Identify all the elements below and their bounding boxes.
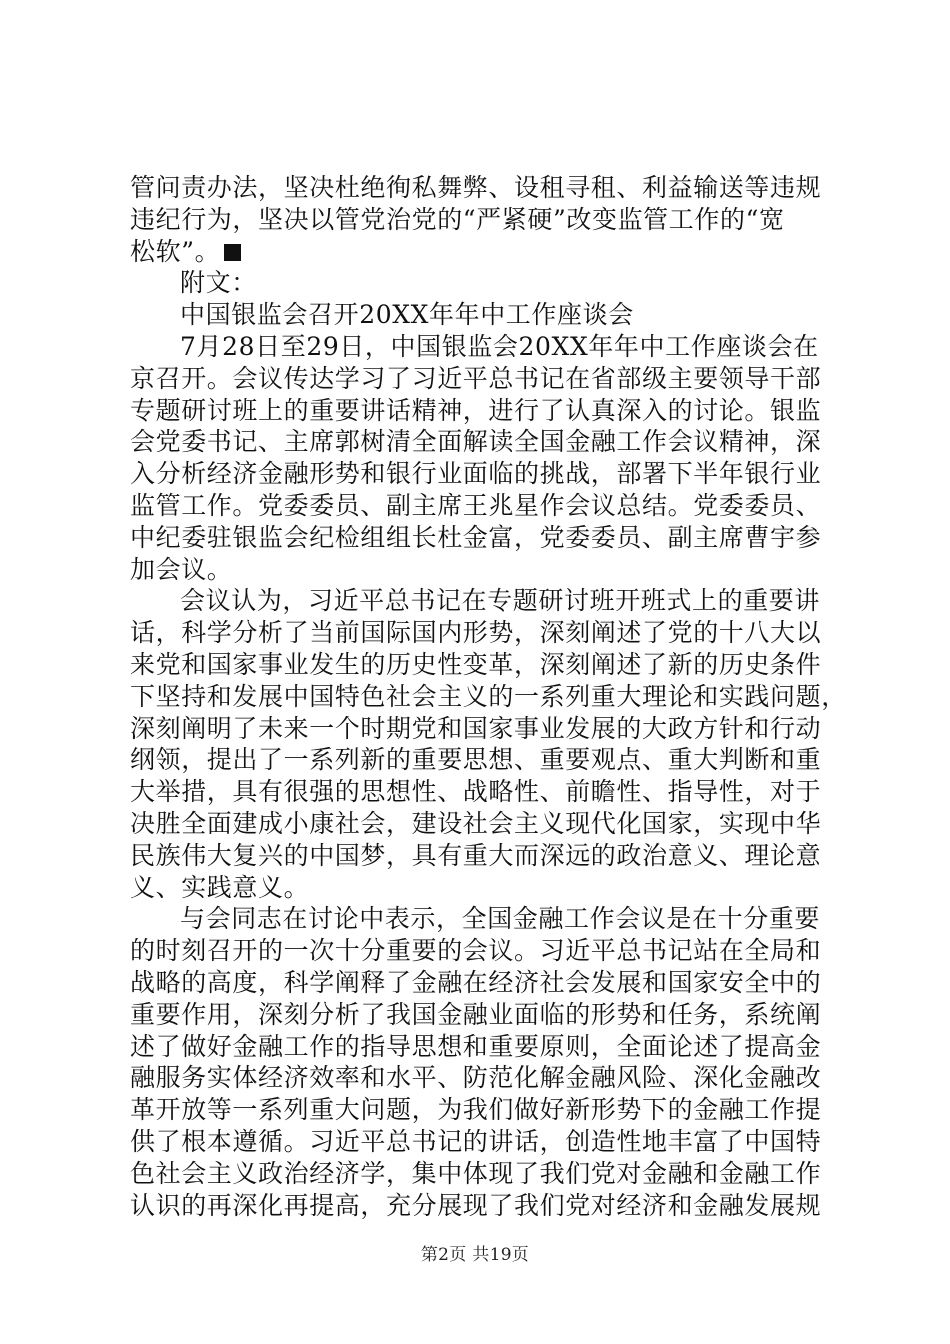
- text-line: 色社会主义政治经济学，集中体现了我们党对金融和金融工作: [130, 1158, 822, 1188]
- text-line: 京召开。会议传达学习了习近平总书记在省部级主要领导干部: [130, 363, 822, 393]
- paragraph-start: 会议认为，习近平总书记在专题研讨班开班式上的重要讲: [180, 586, 821, 616]
- text-line-content: 松软”。: [130, 236, 221, 266]
- text-line: 专题研讨班上的重要讲话精神，进行了认真深入的讨论。银监: [130, 395, 822, 425]
- text-line: 来党和国家事业发生的历史性变革，深刻阐述了新的历史条件: [130, 649, 822, 679]
- page-number-footer: 第2页 共19页: [420, 1245, 530, 1265]
- text-line: 入分析经济金融形势和银行业面临的挑战，部署下半年银行业: [130, 459, 822, 489]
- text-line: 革开放等一系列重大问题，为我们做好新形势下的金融工作提: [130, 1095, 822, 1125]
- text-line: 话，科学分析了当前国际国内形势，深刻阐述了党的十八大以: [130, 618, 822, 648]
- document-body: [130, 172, 847, 1253]
- text-line: 供了根本遵循。习近平总书记的讲话，创造性地丰富了中国特: [130, 1126, 822, 1156]
- text-line: 违纪行为，坚决以管党治党的“严紧硬”改变监管工作的“宽: [130, 204, 785, 234]
- paragraph-start: 与会同志在讨论中表示，全国金融工作会议是在十分重要: [180, 904, 821, 934]
- text-line: 述了做好金融工作的指导思想和重要原则，全面论述了提高金: [130, 1031, 822, 1061]
- text-line: 纲领，提出了一系列新的重要思想、重要观点、重大判断和重: [130, 745, 822, 775]
- text-line: 决胜全面建成小康社会，建设社会主义现代化国家，实现中华: [130, 808, 822, 838]
- text-line: 战略的高度，科学阐释了金融在经济社会发展和国家安全中的: [130, 967, 822, 997]
- text-line: 的时刻召开的一次十分重要的会议。习近平总书记站在全局和: [130, 936, 822, 966]
- text-line: 义、实践意义。: [130, 872, 310, 902]
- text-line: 重要作用，深刻分析了我国金融业面临的形势和任务，系统阐: [130, 999, 822, 1029]
- text-line: 民族伟大复兴的中国梦，具有重大而深远的政治意义、理论意: [130, 840, 822, 870]
- end-mark-square-icon: [224, 244, 241, 261]
- text-line: 管问责办法，坚决杜绝徇私舞弊、设租寻租、利益输送等违规: [130, 173, 822, 202]
- text-line: 中纪委驻银监会纪检组组长杜金富，党委委员、副主席曹宇参: [130, 522, 822, 552]
- text-line: [130, 236, 830, 268]
- text-line: 下坚持和发展中国特色社会主义的一系列重大理论和实践问题，: [130, 681, 847, 711]
- text-line: 融服务实体经济效率和水平、防范化解金融风险、深化金融改: [130, 1063, 822, 1093]
- text-line: 深刻阐明了未来一个时期党和国家事业发展的大政方针和行动: [130, 713, 822, 743]
- appendix-title: 中国银监会召开20XX年年中工作座谈会: [180, 300, 634, 330]
- text-line: 认识的再深化再提高，充分展现了我们党对经济和金融发展规: [130, 1190, 822, 1220]
- paragraph-start: 7月28日至29日，中国银监会20XX年年中工作座谈会在: [180, 331, 819, 361]
- text-line: 加会议。: [130, 554, 233, 584]
- appendix-label: 附文：: [180, 268, 257, 298]
- text-line: 会党委书记、主席郭树清全面解读全国金融工作会议精神，深: [130, 427, 822, 457]
- text-line: 监管工作。党委委员、副主席王兆星作会议总结。党委委员、: [130, 490, 822, 520]
- text-line: 大举措，具有很强的思想性、战略性、前瞻性、指导性，对于: [130, 777, 822, 807]
